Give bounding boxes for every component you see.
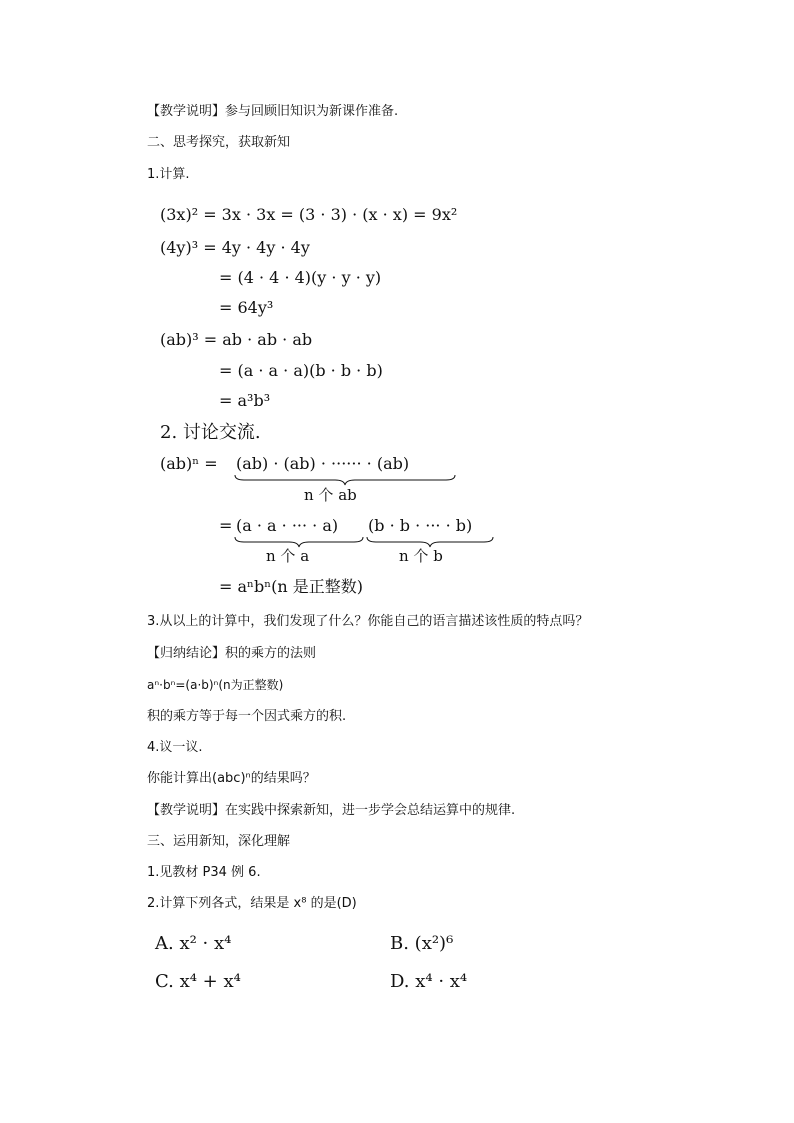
exercise-1: 1.见教材 P34 例 6. <box>147 865 261 880</box>
item-1-heading: 1.计算. <box>147 167 190 182</box>
derive-result: = aⁿbⁿ(n 是正整数) <box>219 577 363 596</box>
eq-4y-step2: = (4 · 4 · 4)(y · y · y) <box>219 268 382 287</box>
underbrace-a-label: n 个 a <box>266 547 310 565</box>
underbrace-b-label: n 个 b <box>399 547 443 565</box>
teaching-note-1: 【教学说明】参与回顾旧知识为新课作准备. <box>147 104 399 119</box>
derive-b-group: (b · b · ··· · b) <box>368 516 473 535</box>
derive-product: (ab) · (ab) · ······ · (ab) <box>236 454 410 473</box>
eq-4y-cubed: (4y)³ = 4y · 4y · 4y <box>160 238 310 257</box>
option-c: C. x⁴ + x⁴ <box>155 971 241 992</box>
derive-eq-sign: = <box>219 516 233 535</box>
rule-statement: 积的乘方等于每一个因式乘方的积. <box>147 709 347 724</box>
conclusion-heading: 【归纳结论】积的乘方的法则 <box>147 646 317 661</box>
eq-ab-cubed: (ab)³ = ab · ab · ab <box>160 330 313 349</box>
eq-ab-step3: = a³b³ <box>219 391 271 410</box>
rule-formula: aⁿ·bⁿ=(a·b)ⁿ(n为正整数) <box>147 678 284 692</box>
underbrace-1-label: n 个 ab <box>304 486 357 504</box>
eq-ab-step2: = (a · a · a)(b · b · b) <box>219 361 383 380</box>
option-b: B. (x²)⁶ <box>390 933 454 954</box>
teaching-note-2: 【教学说明】在实践中探索新知，进一步学会总结运算中的规律. <box>147 803 516 818</box>
derive-left: (ab)ⁿ = <box>160 454 218 473</box>
eq-3x-squared: (3x)² = 3x · 3x = (3 · 3) · (x · x) = 9x² <box>160 205 458 224</box>
discussion-heading: 2. 讨论交流. <box>160 422 261 443</box>
eq-4y-step3: = 64y³ <box>219 298 274 317</box>
option-d: D. x⁴ · x⁴ <box>390 971 468 992</box>
derive-a-group: (a · a · ··· · a) <box>236 516 339 535</box>
item-4-heading: 4.议一议. <box>147 740 203 755</box>
question-abc: 你能计算出(abc)ⁿ的结果吗？ <box>147 771 316 786</box>
option-a: A. x² · x⁴ <box>155 933 232 954</box>
section-two-heading: 二、思考探究，获取新知 <box>147 135 291 150</box>
question-3: 3.从以上的计算中，我们发现了什么？你能自己的语言描述该性质的特点吗？ <box>147 614 589 629</box>
section-three-heading: 三、运用新知，深化理解 <box>147 834 291 849</box>
exercise-2: 2.计算下列各式，结果是 x⁸ 的是(D) <box>147 896 357 911</box>
